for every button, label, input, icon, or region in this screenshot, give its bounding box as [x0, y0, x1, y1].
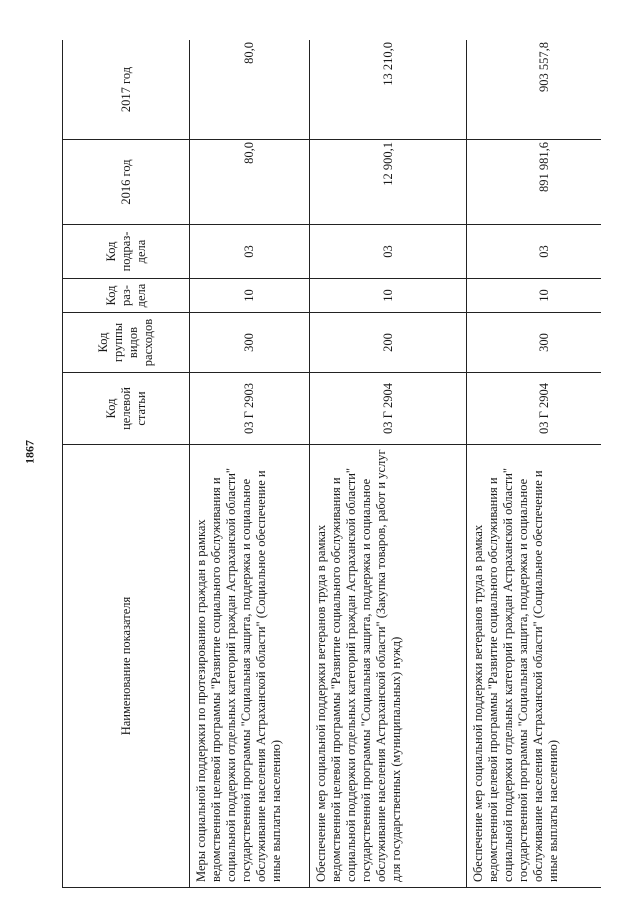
subsection-cell: 03: [310, 225, 467, 279]
header-cell-section-code: Код раз-дела: [63, 279, 190, 313]
amount-2017-cell: 13 210,0: [310, 40, 467, 140]
target-code-cell: 03 Г 2904: [467, 373, 602, 445]
subsection-cell: 03: [190, 225, 310, 279]
header-cell-year-2016: 2016 год: [63, 140, 190, 225]
header-cell-target-code: Код целевой статьи: [63, 373, 190, 445]
page-number: 1867: [22, 440, 37, 464]
target-code-cell: 03 Г 2903: [190, 373, 310, 445]
amount-2016-cell: 12 900,1: [310, 140, 467, 225]
section-cell: 10: [190, 279, 310, 313]
header-row: [63, 40, 190, 888]
header-cell-subsection-code: Код подраз-дела: [63, 225, 190, 279]
header-cell-name: Наименование показателя: [63, 445, 190, 888]
indicator-name-cell: Меры социальной поддержки по протезированию граждан в рамках ведомственной целевой программы "Развитие социального обслуживания и социальной поддержки отдельных категорий граждан Астраханской области" государственной программы "Социальная защита, поддержка и социальное обслуживание населения Астраханской области" (Социальное обеспечение и иные выплаты населению): [190, 445, 310, 888]
expense-group-cell: 300: [190, 313, 310, 373]
table-row: [190, 40, 310, 888]
table-row: [467, 40, 602, 888]
header-cell-expense-group-code: Код группы видов расходов: [63, 313, 190, 373]
expense-group-cell: 300: [467, 313, 602, 373]
header-cell-year-2017: 2017 год: [63, 40, 190, 140]
budget-table: [62, 40, 601, 888]
section-cell: 10: [310, 279, 467, 313]
amount-2017-cell: 80,0: [190, 40, 310, 140]
target-code-cell: 03 Г 2904: [310, 373, 467, 445]
table-row: [310, 40, 467, 888]
section-cell: 10: [467, 279, 602, 313]
amount-2017-cell: 903 557,8: [467, 40, 602, 140]
amount-2016-cell: 80,0: [190, 140, 310, 225]
subsection-cell: 03: [467, 225, 602, 279]
indicator-name-cell: Обеспечение мер социальной поддержки ветеранов труда в рамках ведомственной целевой программы "Развитие социального обслуживания и социальной поддержки отдельных категорий граждан Астраханской области" государственной программы "Социальная защита, поддержка и социальное обслуживание населения Астраханской области" (Закупка товаров, работ и услуг для государственных (муниципальных) нужд): [310, 445, 467, 888]
indicator-name-cell: Обеспечение мер социальной поддержки ветеранов труда в рамках ведомственной целевой программы "Развитие социального обслуживания и социальной поддержки отдельных категорий граждан Астраханской области" государственной программы "Социальная защита, поддержка и социальное обслуживание населения Астраханской области" (Социальное обеспечение и иные выплаты населению): [467, 445, 602, 888]
amount-2016-cell: 891 981,6: [467, 140, 602, 225]
expense-group-cell: 200: [310, 313, 467, 373]
rotated-page: [62, 40, 601, 888]
